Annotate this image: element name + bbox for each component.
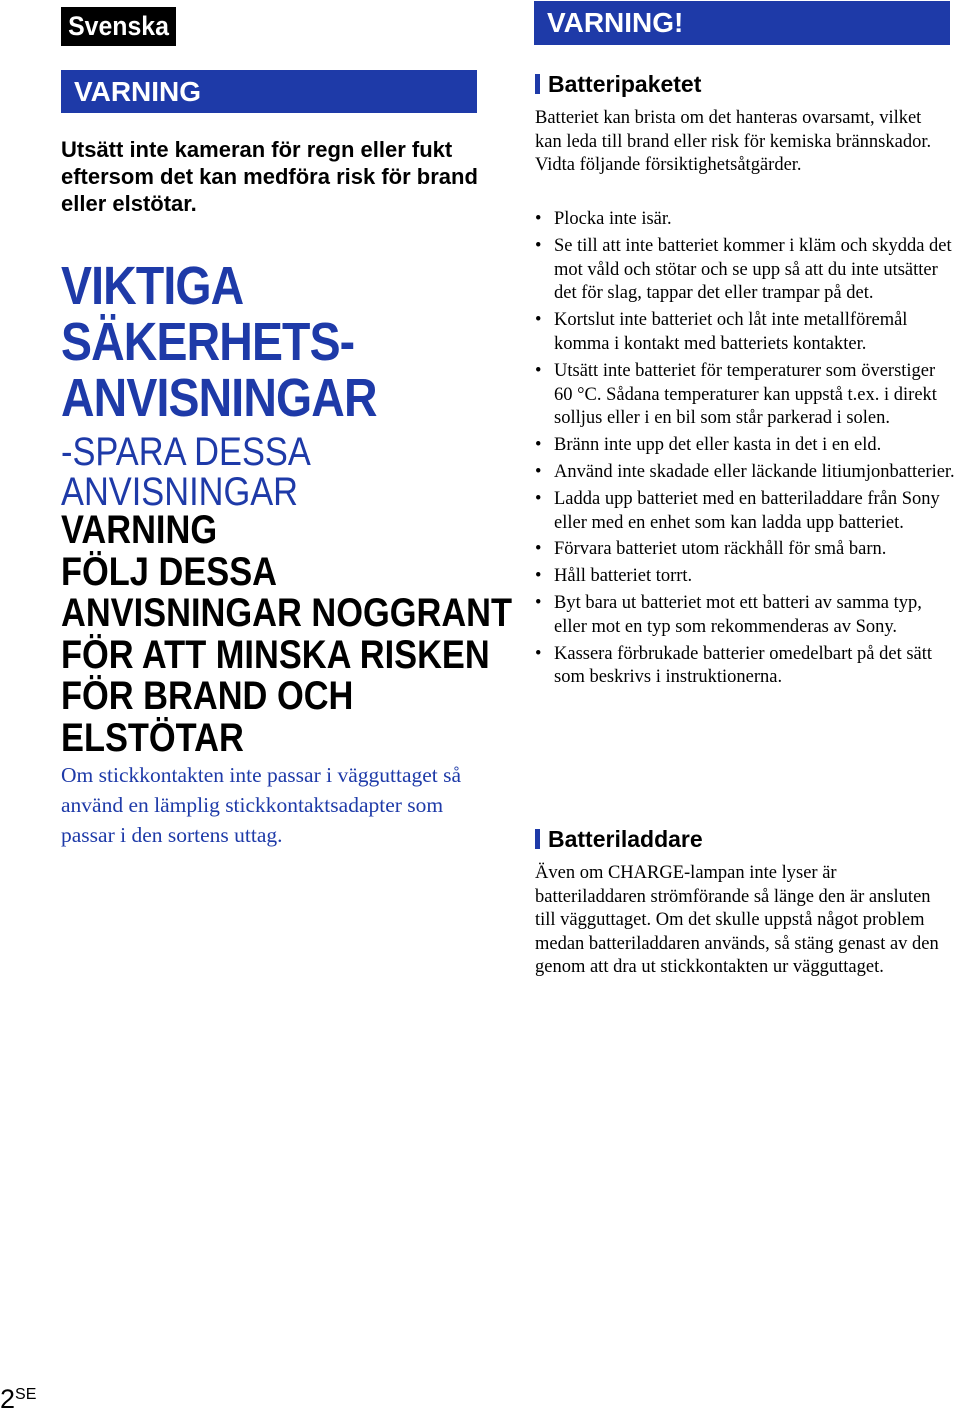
follow-warning-line: VARNING xyxy=(61,508,218,552)
follow-warning-line: FÖR BRAND OCH xyxy=(61,674,354,718)
charger-heading xyxy=(535,825,703,853)
list-item: • Byt bara ut batteriet mot ett batteri av samma typ, eller mot en typ som rekommenderas av Sony. xyxy=(535,592,955,640)
safety-heading xyxy=(61,258,457,426)
battery-pack-heading xyxy=(535,70,701,98)
battery-precautions-list xyxy=(535,208,955,693)
page-number xyxy=(0,1380,36,1414)
page-number-suffix: SE xyxy=(15,1386,37,1403)
list-item: • Förvara batteriet utom räckhåll för små barn. xyxy=(535,538,955,562)
charger-text: Även om CHARGE-lampan inte lyser är batteriladdaren strömförande så länge den är ansluten till vägguttaget. Om det skulle uppstå något problem medan batteriladdaren används, så stäng genast av den genom att dra ut stickkontakten ur vägguttaget. xyxy=(535,863,939,977)
follow-warning-line: FÖLJ DESSA xyxy=(61,549,277,594)
list-item: • Kassera förbrukade batterier omedelbart på det sätt som beskrivs i instruktionerna. xyxy=(535,643,955,691)
follow-warning-line: FÖR ATT MINSKA RISKEN xyxy=(61,632,490,677)
intro-warning-text: Utsätt inte kameran för regn eller fukt eftersom det kan medföra risk för brand eller elstötar. xyxy=(61,137,478,216)
save-instructions-subheading xyxy=(61,432,465,512)
warning-banner-left: VARNING xyxy=(61,70,477,113)
list-item: • Håll batteriet torrt. xyxy=(535,565,955,589)
plug-adapter-text: Om stickkontakten inte passar i vägguttaget så använd en lämplig stickkontaktsadapter som passar i den sortens uttag. xyxy=(61,763,462,847)
language-tab: Svenska xyxy=(61,7,176,46)
follow-warning-line: ELSTÖTAR xyxy=(61,715,244,760)
list-item: • Kortslut inte batteriet och låt inte metallföremål komma i kontakt med batteriets kontakter. xyxy=(535,309,955,357)
follow-instructions-warning xyxy=(61,508,513,760)
battery-pack-intro: Batteriet kan brista om det hanteras ovarsamt, vilket kan leda till brand eller risk för kemiska brännskador. Vidta följande försiktighetsåtgärder. xyxy=(535,108,932,175)
safety-heading-line: ANVISNINGAR xyxy=(61,368,377,428)
charger-heading-text: Batteriladdare xyxy=(548,826,703,852)
list-item: • Använd inte skadade eller läckande litiumjonbatterier. xyxy=(535,461,955,485)
save-subheading-line: -SPARA DESSA xyxy=(61,430,311,474)
page-number-value: 2 xyxy=(0,1384,16,1414)
safety-heading-line: VIKTIGA xyxy=(61,256,244,316)
list-item: • Se till att inte batteriet kommer i kläm och skydda det mot våld och stötar och se upp så att du inte utsätter det för slag, tappar det eller trampar på det. xyxy=(535,235,955,306)
safety-heading-line: SÄKERHETS- xyxy=(61,312,355,372)
save-subheading-line: ANVISNINGAR xyxy=(61,470,299,514)
list-item: • Plocka inte isär. xyxy=(535,208,955,232)
list-item: • Ladda upp batteriet med en batteriladdare från Sony eller med en enhet som kan ladda upp batteriet. xyxy=(535,488,955,536)
section-marker xyxy=(535,74,540,94)
section-marker xyxy=(535,829,540,849)
warning-banner-right: VARNING! xyxy=(534,1,950,45)
battery-pack-heading-text: Batteripaketet xyxy=(548,71,702,97)
list-item: • Bränn inte upp det eller kasta in det i en eld. xyxy=(535,434,955,458)
list-item: • Utsätt inte batteriet för temperaturer som överstiger 60 °C. Sådana temperaturer kan uppstå t.ex. i direkt solljus eller i en bil som står parkerad i solen. xyxy=(535,360,955,431)
follow-warning-line: ANVISNINGAR NOGGRANT xyxy=(61,591,513,635)
